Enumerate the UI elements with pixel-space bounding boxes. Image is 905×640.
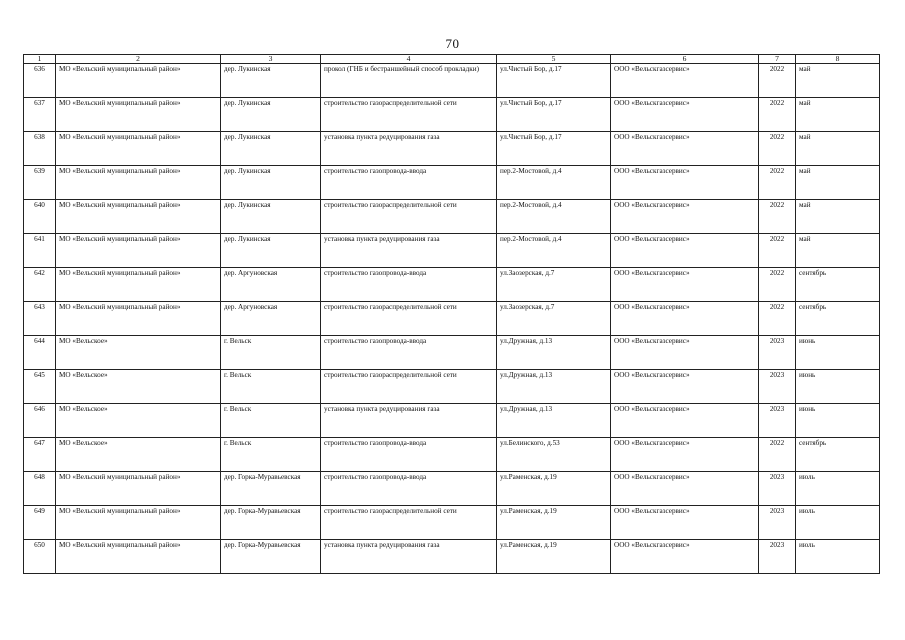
month-cell: июнь (796, 336, 880, 370)
month-cell: май (796, 234, 880, 268)
month-cell: май (796, 200, 880, 234)
month-cell: июль (796, 540, 880, 574)
contractor-cell: ООО «Вельскгазсервис» (611, 200, 759, 234)
address-cell: ул.Чистый Бор, д.17 (497, 64, 611, 98)
table-row (24, 166, 880, 200)
year-cell: 2023 (759, 506, 796, 540)
table-row (24, 132, 880, 166)
column-header: 1 (24, 55, 56, 64)
address-cell: ул.Чистый Бор, д.17 (497, 132, 611, 166)
contractor-cell: ООО «Вельскгазсервис» (611, 540, 759, 574)
settlement-cell: дер. Горка-Муравьевская (221, 506, 321, 540)
table-row (24, 302, 880, 336)
year-cell: 2022 (759, 234, 796, 268)
municipality-cell: МО «Вельский муниципальный район» (56, 132, 221, 166)
contractor-cell: ООО «Вельскгазсервис» (611, 64, 759, 98)
row-number-cell: 640 (24, 200, 56, 234)
table-row (24, 370, 880, 404)
table-row (24, 438, 880, 472)
month-cell: май (796, 64, 880, 98)
table-row (24, 540, 880, 574)
work-type-cell: строительство газопровода-ввода (321, 472, 497, 506)
settlement-cell: дер. Лукинская (221, 200, 321, 234)
year-cell: 2022 (759, 166, 796, 200)
address-cell: ул.Дружная, д.13 (497, 336, 611, 370)
year-cell: 2022 (759, 64, 796, 98)
address-cell: ул.Раменская, д.19 (497, 506, 611, 540)
row-number-cell: 636 (24, 64, 56, 98)
row-number-cell: 645 (24, 370, 56, 404)
month-cell: сентябрь (796, 438, 880, 472)
municipality-cell: МО «Вельское» (56, 336, 221, 370)
municipality-cell: МО «Вельский муниципальный район» (56, 98, 221, 132)
address-cell: ул.Раменская, д.19 (497, 472, 611, 506)
month-cell: май (796, 132, 880, 166)
month-cell: май (796, 98, 880, 132)
work-type-cell: строительство газораспределительной сети (321, 200, 497, 234)
municipality-cell: МО «Вельский муниципальный район» (56, 472, 221, 506)
column-header: 5 (497, 55, 611, 64)
address-cell: ул.Раменская, д.19 (497, 540, 611, 574)
table-row (24, 336, 880, 370)
settlement-cell: дер. Аргуновская (221, 268, 321, 302)
month-cell: сентябрь (796, 268, 880, 302)
month-cell: май (796, 166, 880, 200)
settlement-cell: г. Вельск (221, 336, 321, 370)
table-row (24, 64, 880, 98)
row-number-cell: 642 (24, 268, 56, 302)
year-cell: 2022 (759, 302, 796, 336)
settlement-cell: дер. Аргуновская (221, 302, 321, 336)
contractor-cell: ООО «Вельскгазсервис» (611, 302, 759, 336)
year-cell: 2022 (759, 268, 796, 302)
settlement-cell: дер. Лукинская (221, 64, 321, 98)
work-type-cell: установка пункта редуцирования газа (321, 132, 497, 166)
row-number-cell: 638 (24, 132, 56, 166)
month-cell: июль (796, 472, 880, 506)
address-cell: ул.Заозерская, д.7 (497, 302, 611, 336)
municipality-cell: МО «Вельский муниципальный район» (56, 506, 221, 540)
month-cell: июль (796, 506, 880, 540)
month-cell: сентябрь (796, 302, 880, 336)
gasification-schedule-table (23, 54, 880, 574)
table-row (24, 404, 880, 438)
row-number-cell: 637 (24, 98, 56, 132)
row-number-cell: 643 (24, 302, 56, 336)
month-cell: июнь (796, 370, 880, 404)
address-cell: пер.2-Мостовой, д.4 (497, 200, 611, 234)
row-number-cell: 648 (24, 472, 56, 506)
page-number: 70 (445, 36, 460, 51)
work-type-cell: строительство газораспределительной сети (321, 370, 497, 404)
year-cell: 2022 (759, 200, 796, 234)
municipality-cell: МО «Вельский муниципальный район» (56, 200, 221, 234)
row-number-cell: 644 (24, 336, 56, 370)
column-header: 3 (221, 55, 321, 64)
work-type-cell: строительство газопровода-ввода (321, 336, 497, 370)
settlement-cell: дер. Лукинская (221, 132, 321, 166)
year-cell: 2022 (759, 438, 796, 472)
work-type-cell: установка пункта редуцирования газа (321, 234, 497, 268)
month-cell: июнь (796, 404, 880, 438)
address-cell: ул.Дружная, д.13 (497, 370, 611, 404)
row-number-cell: 649 (24, 506, 56, 540)
year-cell: 2022 (759, 98, 796, 132)
contractor-cell: ООО «Вельскгазсервис» (611, 234, 759, 268)
municipality-cell: МО «Вельское» (56, 370, 221, 404)
table-row (24, 506, 880, 540)
row-number-cell: 639 (24, 166, 56, 200)
year-cell: 2023 (759, 540, 796, 574)
table-row (24, 234, 880, 268)
contractor-cell: ООО «Вельскгазсервис» (611, 132, 759, 166)
table-body (24, 64, 880, 574)
column-header: 2 (56, 55, 221, 64)
row-number-cell: 641 (24, 234, 56, 268)
settlement-cell: дер. Горка-Муравьевская (221, 540, 321, 574)
settlement-cell: дер. Лукинская (221, 166, 321, 200)
contractor-cell: ООО «Вельскгазсервис» (611, 98, 759, 132)
row-number-cell: 646 (24, 404, 56, 438)
municipality-cell: МО «Вельское» (56, 438, 221, 472)
address-cell: пер.2-Мостовой, д.4 (497, 234, 611, 268)
settlement-cell: дер. Лукинская (221, 234, 321, 268)
table-row (24, 98, 880, 132)
municipality-cell: МО «Вельский муниципальный район» (56, 268, 221, 302)
row-number-cell: 647 (24, 438, 56, 472)
address-cell: ул.Дружная, д.13 (497, 404, 611, 438)
work-type-cell: строительство газораспределительной сети (321, 98, 497, 132)
settlement-cell: дер. Горка-Муравьевская (221, 472, 321, 506)
year-cell: 2023 (759, 370, 796, 404)
contractor-cell: ООО «Вельскгазсервис» (611, 336, 759, 370)
settlement-cell: г. Вельск (221, 438, 321, 472)
table-row (24, 200, 880, 234)
contractor-cell: ООО «Вельскгазсервис» (611, 268, 759, 302)
contractor-cell: ООО «Вельскгазсервис» (611, 404, 759, 438)
address-cell: пер.2-Мостовой, д.4 (497, 166, 611, 200)
address-cell: ул.Заозерская, д.7 (497, 268, 611, 302)
year-cell: 2022 (759, 132, 796, 166)
work-type-cell: строительство газопровода-ввода (321, 438, 497, 472)
work-type-cell: прокол (ГНБ и бестраншейный способ прокладки) (321, 64, 497, 98)
municipality-cell: МО «Вельское» (56, 404, 221, 438)
contractor-cell: ООО «Вельскгазсервис» (611, 472, 759, 506)
settlement-cell: дер. Лукинская (221, 98, 321, 132)
table-row (24, 472, 880, 506)
contractor-cell: ООО «Вельскгазсервис» (611, 438, 759, 472)
address-cell: ул.Чистый Бор, д.17 (497, 98, 611, 132)
work-type-cell: строительство газопровода-ввода (321, 166, 497, 200)
municipality-cell: МО «Вельский муниципальный район» (56, 64, 221, 98)
work-type-cell: строительство газораспределительной сети (321, 506, 497, 540)
work-type-cell: установка пункта редуцирования газа (321, 540, 497, 574)
column-header: 6 (611, 55, 759, 64)
settlement-cell: г. Вельск (221, 370, 321, 404)
column-header: 4 (321, 55, 497, 64)
work-type-cell: строительство газораспределительной сети (321, 302, 497, 336)
settlement-cell: г. Вельск (221, 404, 321, 438)
municipality-cell: МО «Вельский муниципальный район» (56, 302, 221, 336)
work-type-cell: установка пункта редуцирования газа (321, 404, 497, 438)
year-cell: 2023 (759, 404, 796, 438)
column-number-row (24, 55, 880, 64)
year-cell: 2023 (759, 336, 796, 370)
work-type-cell: строительство газопровода-ввода (321, 268, 497, 302)
year-cell: 2023 (759, 472, 796, 506)
address-cell: ул.Белинского, д.53 (497, 438, 611, 472)
contractor-cell: ООО «Вельскгазсервис» (611, 166, 759, 200)
municipality-cell: МО «Вельский муниципальный район» (56, 234, 221, 268)
row-number-cell: 650 (24, 540, 56, 574)
column-header: 7 (759, 55, 796, 64)
contractor-cell: ООО «Вельскгазсервис» (611, 506, 759, 540)
table-row (24, 268, 880, 302)
municipality-cell: МО «Вельский муниципальный район» (56, 540, 221, 574)
municipality-cell: МО «Вельский муниципальный район» (56, 166, 221, 200)
column-header: 8 (796, 55, 880, 64)
contractor-cell: ООО «Вельскгазсервис» (611, 370, 759, 404)
